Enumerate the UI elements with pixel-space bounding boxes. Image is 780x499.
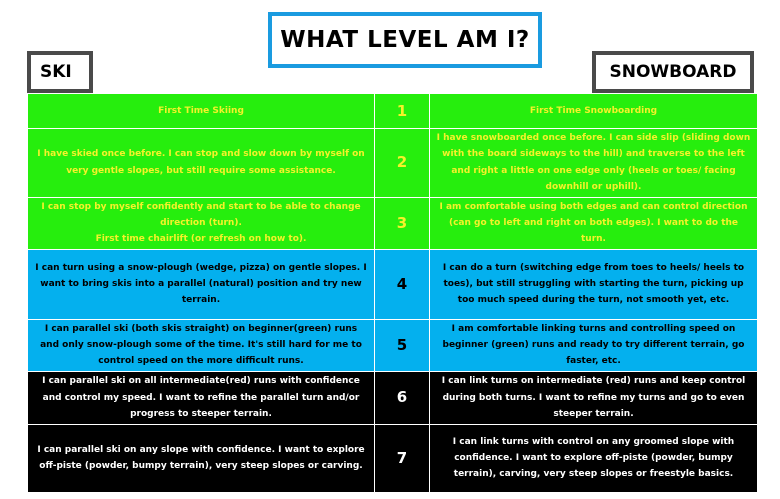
snowboard-description: I have snowboarded once before. I can side slip (sliding down with the board sideways to the hill) and traverse to the left and right a little on one edge only (heels or toes/ facing downhill or uphill). [430, 129, 758, 198]
table-row [28, 319, 758, 371]
ski-description-text: I can stop by myself confidently and start to be able to change direction (turn). [41, 201, 361, 228]
ski-description-note: First time chairlift (or refresh on how to). [95, 234, 307, 245]
ski-description: First Time Skiing [28, 94, 375, 129]
level-number: 4 [375, 249, 430, 319]
table-row [28, 129, 758, 198]
level-number: 6 [375, 371, 430, 424]
table-row [28, 197, 758, 249]
level-number: 2 [375, 129, 430, 198]
table-row [28, 249, 758, 319]
ski-header: SKI [27, 51, 93, 93]
ski-description: I can parallel ski (both skis straight) on beginner(green) runs and only snow-plough some of the time. It's still hard for me to control speed on the more difficult runs. [28, 319, 375, 371]
ski-description: I have skied once before. I can stop and slow down by myself on very gentle slopes, but still require some assistance. [28, 129, 375, 198]
page-title: WHAT LEVEL AM I? [268, 12, 542, 68]
snowboard-description: I am comfortable linking turns and controlling speed on beginner (green) runs and ready to try different terrain, go faster, etc. [430, 319, 758, 371]
level-number: 5 [375, 319, 430, 371]
snowboard-description: I can do a turn (switching edge from toes to heels/ heels to toes), but still struggling with starting the turn, picking up too much speed during the turn, not smooth yet, etc. [430, 249, 758, 319]
ski-description [28, 197, 375, 249]
level-table [27, 93, 758, 493]
snowboard-description: I can link turns on intermediate (red) runs and keep control during both turns. I want to refine my turns and go to even steeper terrain. [430, 371, 758, 424]
snowboard-description: I am comfortable using both edges and can control direction (can go to left and right on both edges). I want to do the turn. [430, 197, 758, 249]
snowboard-description: First Time Snowboarding [430, 94, 758, 129]
ski-description: I can turn using a snow-plough (wedge, pizza) on gentle slopes. I want to bring skis into a parallel (natural) position and try new terrain. [28, 249, 375, 319]
table-row [28, 371, 758, 424]
snowboard-header: SNOWBOARD [592, 51, 754, 93]
table-row [28, 94, 758, 129]
ski-description: I can parallel ski on all intermediate(red) runs with confidence and control my speed. I want to refine the parallel turn and/or progress to steeper terrain. [28, 371, 375, 424]
level-number: 7 [375, 424, 430, 492]
level-number: 3 [375, 197, 430, 249]
snowboard-description: I can link turns with control on any groomed slope with confidence. I want to explore off-piste (powder, bumpy terrain), carving, very steep slopes or freestyle basics. [430, 424, 758, 492]
level-number: 1 [375, 94, 430, 129]
table-row [28, 424, 758, 492]
ski-description: I can parallel ski on any slope with confidence. I want to explore off-piste (powder, bumpy terrain), very steep slopes or carving. [28, 424, 375, 492]
